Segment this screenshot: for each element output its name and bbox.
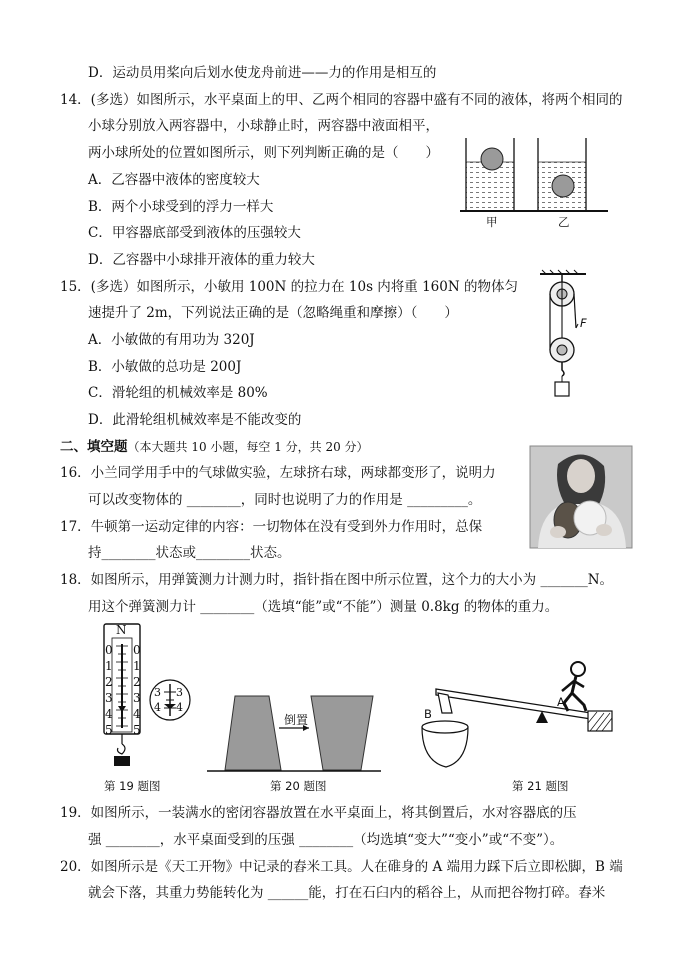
q14-option-d: D．乙容器中小球排开液体的重力较大 [88,252,315,268]
fig21-caption: 第 21 题图 [512,779,569,793]
q15-option-c: C．滑轮组的机械效率是 80% [88,385,268,401]
fig19-ticks-left [105,642,113,738]
q15-option-d: D．此滑轮组机械效率是不能改变的 [88,412,302,428]
q14-option-b: B．两个小球受到的浮力一样大 [88,199,274,215]
q19-stem-line2: 强 ________，水平桌面受到的压强 ________（均选填“变大”“变小”或“不变”）。 [88,832,564,848]
q14-stem-line1: 14．(多选）如图所示，水平桌面上的甲、乙两个相同的容器中盛有不同的液体，将两个相同的 [60,92,623,108]
q20-stem-line2: 就会下落，其重力势能转化为 ______能，打在石臼内的稻谷上，从而把谷物打碎。舂米 [88,885,606,901]
q13-option-d: D．运动员用桨向后划水使龙舟前进——力的作用是相互的 [88,65,437,81]
q15-force-label: F [580,316,587,330]
tick-label: 5 [105,723,113,737]
zoom-tick: 4 [176,701,183,714]
fig21-label-b: B [424,707,432,721]
tick-label: 3 [105,691,113,705]
q14-label-yi: 乙 [558,215,570,229]
tick-label: 3 [133,691,141,705]
q14-stem-line3: 两小球所处的位置如图所示，则下列判断正确的是（ ） [88,145,439,161]
q16-stem-line1: 16．小兰同学用手中的气球做实验，左球挤右球，两球都变形了，说明力 [60,465,496,481]
zoom-tick: 4 [154,701,161,714]
tick-label: 0 [105,643,113,657]
section2-heading [60,438,369,456]
q15-pulley-figure [530,268,600,400]
q18-stem-line2: 用这个弹簧测力计 ________（选填“能”或“不能”）测量 0.8kg 的物体的重力。 [88,599,559,615]
fig20-invert-label: 倒置 [284,713,309,727]
fig19-caption: 第 19 题图 [104,779,161,793]
q16-stem-line2: 可以改变物体的 ________，同时也说明了力的作用是 _________。 [88,492,482,508]
q15-stem-line2: 速提升了 2m，下列说法正确的是（忽略绳重和摩擦）（ ） [88,305,458,321]
fig19-ticks-right [133,642,141,738]
q15-option-a: A．小敏做的有用功为 320J [88,332,255,348]
tick-label: 2 [133,675,141,689]
q17-stem-line2: 持________状态或________状态。 [88,545,291,561]
q14-stem-line2: 小球分别放入两容器中，小球静止时，两容器中液面相平， [88,118,439,134]
q16-balloon-photo [530,446,632,548]
q19-stem-line1: 19．如图所示，一装满水的密闭容器放置在水平桌面上，将其倒置后，水对容器底的压 [60,805,577,821]
section2-note: （本大题共 10 小题，每空 1 分，共 20 分） [127,440,369,454]
q17-stem-line1: 17．牛顿第一运动定律的内容：一切物体在没有受到外力作用时，总保 [60,519,483,535]
q15-stem-line1: 15．(多选）如图所示，小敏用 100N 的拉力在 10s 内将重 160N 的物体匀 [60,279,518,295]
tick-label: 2 [105,675,113,689]
q14-containers-figure [458,130,618,230]
fig21-label-a: A [557,695,565,709]
zoom-tick: 3 [176,686,183,699]
tick-label: 5 [133,723,141,737]
zoom-tick: 3 [154,686,161,699]
section2-title: 二、填空题 [60,439,128,455]
q18-stem-line1: 18．如图所示，用弹簧测力计测力时，指针指在图中所示位置，这个力的大小为 _______N。 [60,572,614,588]
fig20-container-figure [205,690,385,780]
tick-label: 4 [105,707,113,721]
q15-option-b: B．小敏做的总功是 200J [88,359,242,375]
q20-stem-line1: 20．如图所示是《天工开物》中记录的舂米工具。人在碓身的 A 端用力踩下后立即松脚，B 端 [60,859,623,875]
tick-label: 4 [133,707,141,721]
q14-label-jia: 甲 [486,215,498,229]
tick-label: 1 [105,659,113,673]
fig21-lever-figure [408,655,618,775]
tick-label: 0 [133,643,141,657]
fig20-caption: 第 20 题图 [270,779,327,793]
fig19-unit: N [116,623,127,637]
q14-option-a: A．乙容器中液体的密度较大 [88,172,260,188]
tick-label: 1 [133,659,141,673]
q14-option-c: C．甲容器底部受到液体的压强较大 [88,225,301,241]
